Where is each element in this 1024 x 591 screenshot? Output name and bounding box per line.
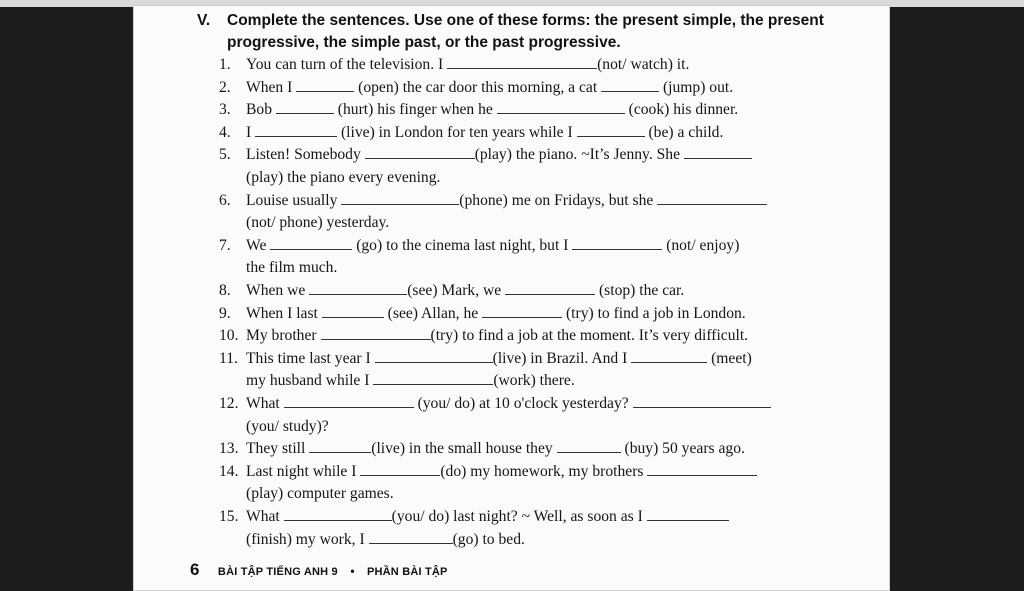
item-number: 10. <box>219 327 239 344</box>
sentence-text: (do) my homework, my brothers <box>440 463 648 480</box>
answer-blank[interactable] <box>369 531 453 544</box>
exercise-item-continuation <box>246 168 440 188</box>
exercise-item <box>219 78 733 98</box>
sentence-text: (try) to find a job at the moment. It’s very difficult. <box>430 327 749 344</box>
item-number: 2. <box>219 79 231 96</box>
sentence-text: (not/ watch) it. <box>597 56 690 73</box>
sentence-text: (live) in Brazil. And I <box>492 350 632 367</box>
sentence-text: You can turn of the television. I <box>246 56 448 73</box>
exercise-item <box>219 462 757 482</box>
sentence-text: (try) to find a job in London. <box>562 305 746 322</box>
sentence-text: (not/ phone) yesterday. <box>246 214 390 231</box>
sentence-text: When I last <box>246 305 322 322</box>
sentence-text: (go) to the cinema last night, but I <box>352 237 573 254</box>
answer-blank[interactable] <box>633 395 771 408</box>
exercise-item-continuation <box>246 258 337 278</box>
item-number: 6. <box>219 192 231 209</box>
sentence-text: (hurt) his finger when he <box>333 101 497 118</box>
sentence-text: the film much. <box>246 259 338 276</box>
page-number: 6 <box>190 560 200 579</box>
sentence-text: They still <box>246 440 310 457</box>
sentence-text: Bob <box>246 101 276 118</box>
answer-blank[interactable] <box>341 192 459 205</box>
sentence-text: (be) a child. <box>644 124 724 141</box>
answer-blank[interactable] <box>296 79 354 92</box>
exercise-item <box>219 281 684 301</box>
exercise-number: V. <box>197 12 211 29</box>
answer-blank[interactable] <box>309 440 371 453</box>
page-footer <box>190 560 448 580</box>
answer-blank[interactable] <box>322 305 384 318</box>
item-number: 13. <box>219 440 239 457</box>
sentence-text: (see) Allan, he <box>383 305 483 322</box>
item-number: 9. <box>219 305 231 322</box>
answer-blank[interactable] <box>557 440 621 453</box>
exercise-item-continuation <box>246 530 525 550</box>
answer-blank[interactable] <box>447 56 597 69</box>
exercise-item-continuation <box>246 484 394 504</box>
exercise-item <box>219 326 748 346</box>
item-number: 5. <box>219 146 231 163</box>
answer-blank[interactable] <box>309 282 407 295</box>
sentence-text: (jump) out. <box>659 79 734 96</box>
sentence-text: (buy) 50 years ago. <box>620 440 745 457</box>
answer-blank[interactable] <box>647 508 729 521</box>
exercise-item <box>219 349 752 369</box>
exercise-item-continuation <box>246 371 575 391</box>
answer-blank[interactable] <box>482 305 562 318</box>
answer-blank[interactable] <box>255 124 337 137</box>
answer-blank[interactable] <box>505 282 595 295</box>
sentence-text: When we <box>246 282 310 299</box>
sentence-text: (open) the car door this morning, a cat <box>354 79 602 96</box>
section-title: PHẦN BÀI TẬP <box>366 566 448 578</box>
item-number: 11. <box>219 350 238 367</box>
answer-blank[interactable] <box>657 192 767 205</box>
exercise-item <box>219 55 689 75</box>
sentence-text: (work) there. <box>493 372 575 389</box>
exercise-item-continuation <box>246 417 329 437</box>
answer-blank[interactable] <box>647 463 757 476</box>
item-number: 4. <box>219 124 231 141</box>
sentence-text: (live) in the small house they <box>371 440 557 457</box>
answer-blank[interactable] <box>684 146 752 159</box>
sentence-text: (you/ do) at 10 o'clock yesterday? <box>413 395 633 412</box>
item-number: 7. <box>219 237 231 254</box>
sentence-text: (go) to bed. <box>452 531 525 548</box>
sentence-text: What <box>246 395 284 412</box>
item-number: 1. <box>219 56 231 73</box>
sentence-text: my husband while I <box>246 372 374 389</box>
answer-blank[interactable] <box>284 395 414 408</box>
answer-blank[interactable] <box>572 237 662 250</box>
answer-blank[interactable] <box>321 327 431 340</box>
footer-bullet: • <box>350 564 355 578</box>
exercise-item <box>219 439 745 459</box>
sentence-text: Last night while I <box>246 463 361 480</box>
exercise-item <box>219 145 752 165</box>
sentence-text: I <box>246 124 256 141</box>
item-number: 14. <box>219 463 239 480</box>
exercise-item <box>219 123 723 143</box>
answer-blank[interactable] <box>365 146 475 159</box>
sentence-text: (you/ study)? <box>246 418 329 435</box>
item-number: 15. <box>219 508 239 525</box>
answer-blank[interactable] <box>375 350 493 363</box>
answer-blank[interactable] <box>284 508 392 521</box>
exercise-item <box>219 236 739 256</box>
sentence-text: (live) in London for ten years while I <box>337 124 577 141</box>
exercise-instruction: Complete the sentences. Use one of these forms: the present simple, the present progressive, the simple past, or the past progressive. <box>227 12 824 51</box>
exercise-item <box>219 304 746 324</box>
answer-blank[interactable] <box>270 237 352 250</box>
answer-blank[interactable] <box>631 350 707 363</box>
answer-blank[interactable] <box>276 101 334 114</box>
answer-blank[interactable] <box>601 79 659 92</box>
sentence-text: (see) Mark, we <box>407 282 506 299</box>
exercise-item <box>219 191 767 211</box>
item-number: 3. <box>219 101 231 118</box>
answer-blank[interactable] <box>497 101 625 114</box>
sentence-text: (cook) his dinner. <box>624 101 739 118</box>
sentence-text: Louise usually <box>246 192 342 209</box>
sentence-text: Listen! Somebody <box>246 146 365 163</box>
sentence-text: We <box>246 237 271 254</box>
sentence-text: (phone) me on Fridays, but she <box>459 192 658 209</box>
sentence-text: (meet) <box>707 350 752 367</box>
exercise-item <box>219 507 729 527</box>
sentence-text: My brother <box>246 327 321 344</box>
sentence-text: This time last year I <box>246 350 375 367</box>
exercise-item <box>219 100 738 120</box>
item-number: 12. <box>219 395 239 412</box>
sentence-text: (stop) the car. <box>595 282 685 299</box>
exercise-item <box>219 394 771 414</box>
answer-blank[interactable] <box>360 463 440 476</box>
answer-blank[interactable] <box>577 124 645 137</box>
sentence-text: (finish) my work, I <box>246 531 369 548</box>
item-number: 8. <box>219 282 231 299</box>
sentence-text: (not/ enjoy) <box>662 237 740 254</box>
sentence-text: (play) computer games. <box>246 485 394 502</box>
exercise-item-continuation <box>246 213 389 233</box>
sentence-text: (you/ do) last night? ~ Well, as soon as I <box>391 508 647 525</box>
sentence-text: (play) the piano every evening. <box>246 169 441 186</box>
book-title: BÀI TẬP TIẾNG ANH 9 <box>217 566 338 578</box>
sentence-text: When I <box>246 79 297 96</box>
sentence-text: What <box>246 508 284 525</box>
answer-blank[interactable] <box>373 372 493 385</box>
sentence-text: (play) the piano. ~It’s Jenny. She <box>474 146 684 163</box>
